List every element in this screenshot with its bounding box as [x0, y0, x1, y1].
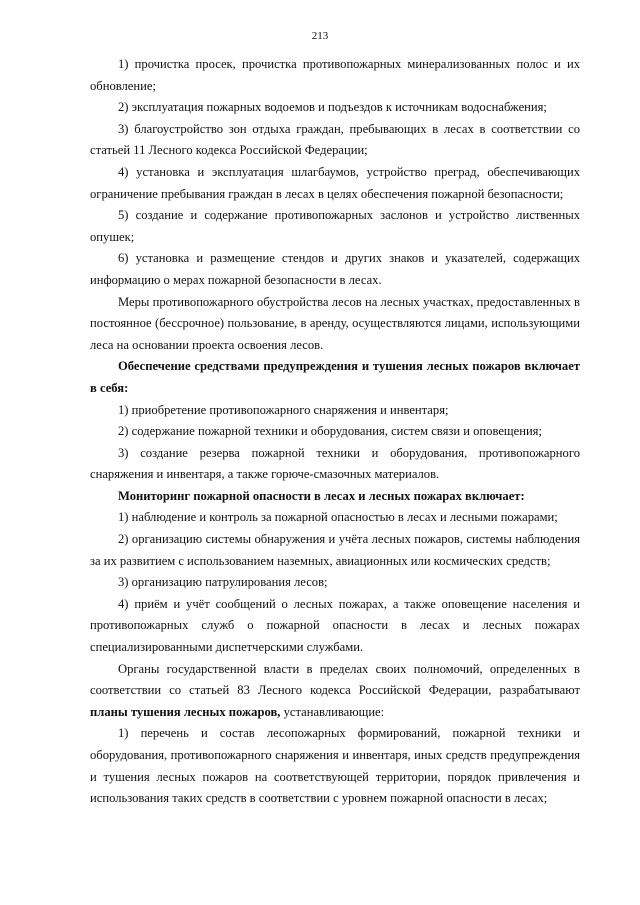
paragraph: 3) создание резерва пожарной техники и оборудования, противопожарного снаряжения и инвентаря, а также горюче-смазочных материалов. [90, 445, 580, 482]
paragraph: 6) установка и размещение стендов и других знаков и указателей, содержащих информацию о мерах пожарной безопасности в лесах. [90, 251, 580, 287]
section-heading [90, 486, 580, 508]
emphasis-text: планы тушения лесных пожаров, [90, 704, 281, 719]
paragraph: 2) содержание пожарной техники и оборудования, систем связи и оповещения; [118, 424, 542, 439]
paragraph-text: устанавливающие: [280, 704, 385, 719]
paragraph: 1) наблюдение и контроль за пожарной опасностью в лесах и лесными пожарами; [118, 510, 558, 525]
paragraph: 2) эксплуатация пожарных водоемов и подъездов к источникам водоснабжения; [118, 100, 547, 115]
paragraph: 3) организацию патрулирования лесов; [118, 575, 328, 590]
paragraph-with-emphasis [90, 659, 580, 724]
section-heading-text: Обеспечение средствами предупреждения и тушения лесных пожаров включает в себя: [90, 359, 580, 395]
paragraph: 3) благоустройство зон отдыха граждан, пребывающих в лесах в соответствии со статьей 11 Лесного кодекса Российской Федерации; [90, 121, 580, 158]
document-body [90, 54, 580, 810]
paragraph: 1) прочистка просек, прочистка противопожарных минерализованных полос и их обновление; [90, 57, 580, 93]
paragraph: 4) установка и эксплуатация шлагбаумов, устройство преград, обеспечивающих ограничение пребывания граждан в лесах в целях обеспечения пожарной безопасности; [90, 164, 580, 201]
paragraph: 1) приобретение противопожарного снаряжения и инвентаря; [118, 402, 449, 417]
paragraph-text: Органы государственной власти в пределах своих полномочий, определенных в соответствии со статьей 83 Лесного кодекса Российской Федерации, разрабатывают [90, 661, 580, 698]
section-heading [90, 356, 580, 399]
paragraph: 1) перечень и состав лесопожарных формирований, пожарной техники и оборудования, противопожарного снаряжения и инвентаря, иных средств предупреждения и тушения лесных пожаров на соответствующей территории, порядок привлечения и использования таких средств в соответствии с уровнем пожарной опасности в лесах; [90, 726, 580, 806]
section-heading-text: Мониторинг пожарной опасности в лесах и лесных пожарах включает: [118, 488, 525, 503]
paragraph: 4) приём и учёт сообщений о лесных пожарах, а также оповещение населения и противопожарных служб о пожарной опасности в лесах и лесных пожарах специализированными диспетчерскими службами. [90, 596, 580, 655]
paragraph: Меры противопожарного обустройства лесов на лесных участках, предоставленных в постоянное (бессрочное) пользование, в аренду, осуществляются лицами, использующими леса на основании проекта освоения лесов. [90, 294, 580, 352]
paragraph: 5) создание и содержание противопожарных заслонов и устройство лиственных опушек; [90, 208, 580, 244]
paragraph: 2) организацию системы обнаружения и учёта лесных пожаров, системы наблюдения за их развитием с использованием наземных, авиационных или космических средств; [90, 532, 580, 568]
page-number: 213 [311, 30, 329, 42]
